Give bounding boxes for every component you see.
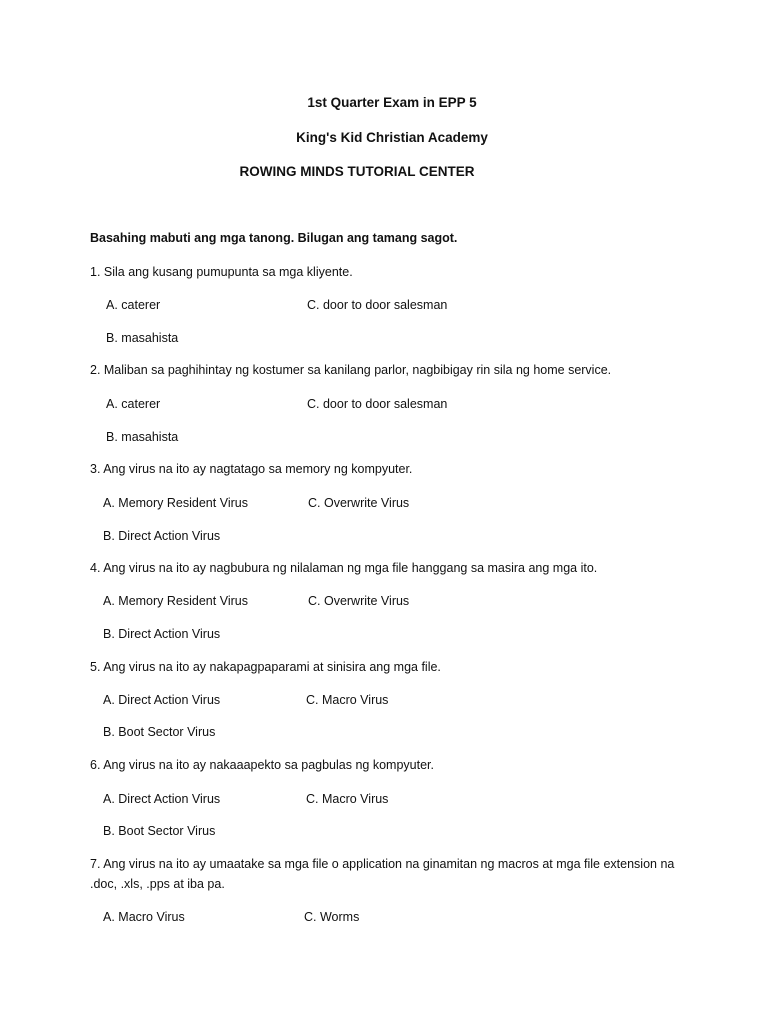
choice-a: A. Macro Virus	[103, 910, 185, 924]
instructions: Basahing mabuti ang mga tanong. Bilugan ang tamang sagot.	[90, 231, 458, 245]
choice-c: C. Overwrite Virus	[308, 496, 410, 510]
choice-a: A. caterer	[106, 397, 161, 411]
choice-a: A. Memory Resident Virus	[103, 496, 248, 510]
choice-c: C. Overwrite Virus	[308, 594, 410, 608]
choice-b: B. Direct Action Virus	[103, 529, 221, 543]
choice-b: B. Boot Sector Virus	[103, 824, 216, 838]
choice-b: B. masahista	[106, 430, 179, 444]
choice-b: B. Boot Sector Virus	[103, 725, 216, 739]
choice-b: B. masahista	[106, 331, 179, 345]
choice-c: C. Macro Virus	[306, 792, 389, 806]
question-text: 7. Ang virus na ito ay umaatake sa mga file o application na ginamitan ng macros at mga file extension na .doc, .xls, .pps at iba pa.	[90, 857, 675, 891]
choice-b: B. Direct Action Virus	[103, 627, 221, 641]
question-text: 6. Ang virus na ito ay nakaaapekto sa pagbulas ng kompyuter.	[90, 758, 434, 772]
exam-title: 1st Quarter Exam in EPP 5	[307, 95, 477, 110]
choice-c: C. Worms	[304, 910, 360, 924]
choice-c: C. Macro Virus	[306, 693, 389, 707]
question-text: 1. Sila ang kusang pumupunta sa mga kliyente.	[90, 265, 353, 279]
choice-a: A. Memory Resident Virus	[103, 594, 248, 608]
choice-c: C. door to door salesman	[307, 298, 448, 312]
question-text: 2. Maliban sa paghihintay ng kostumer sa kanilang parlor, nagbibigay rin sila ng home service.	[90, 363, 612, 377]
choice-c: C. door to door salesman	[307, 397, 448, 411]
question-text: 3. Ang virus na ito ay nagtatago sa memory ng kompyuter.	[90, 462, 413, 476]
school-name: King's Kid Christian Academy	[296, 130, 488, 145]
choice-a: A. Direct Action Virus	[103, 792, 221, 806]
choice-a: A. Direct Action Virus	[103, 693, 221, 707]
question-text: 5. Ang virus na ito ay nakapagpaparami at sinisira ang mga file.	[90, 660, 441, 674]
choice-a: A. caterer	[106, 298, 161, 312]
question-text: 4. Ang virus na ito ay nagbubura ng nilalaman ng mga file hanggang sa masira ang mga ito.	[90, 561, 598, 575]
tutorial-center-name: ROWING MINDS TUTORIAL CENTER	[239, 164, 475, 179]
